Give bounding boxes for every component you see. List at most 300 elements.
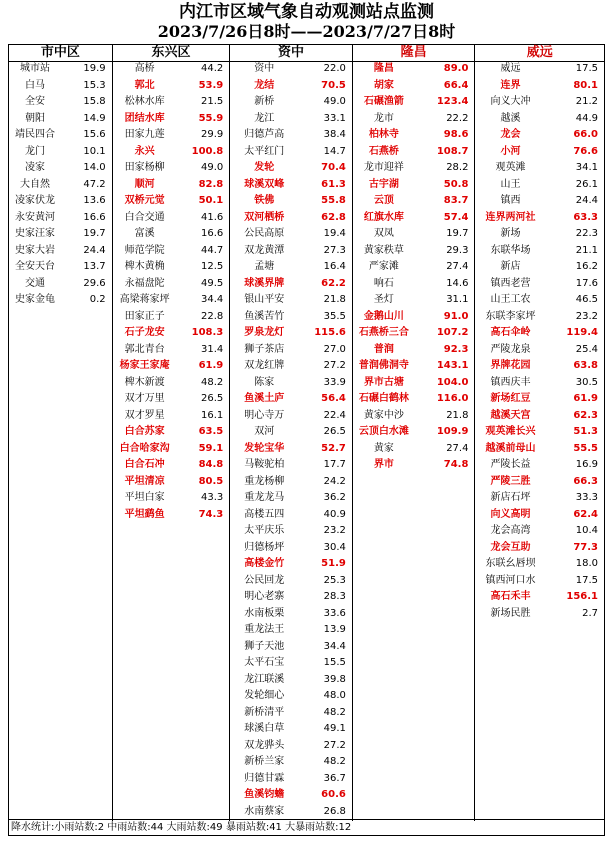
station-row (353, 424, 475, 441)
station-row (475, 606, 604, 623)
station-value: 34.1 (575, 162, 599, 173)
station-row (475, 78, 604, 95)
station-row (230, 358, 352, 375)
station-row (475, 127, 604, 144)
station-name: 双才万里 (124, 393, 165, 404)
station-name: 郭北青台 (124, 343, 165, 355)
station-name: 石燕桥三合 (358, 327, 409, 338)
station-name: 永安黄河 (15, 211, 55, 223)
station-name: 新桥 (254, 96, 275, 107)
station-name: 归德杨坪 (244, 541, 285, 553)
station-row (230, 441, 352, 458)
station-name: 银山平安 (244, 294, 285, 305)
station-value: 18.0 (575, 558, 599, 569)
station-value: 51.9 (321, 558, 346, 569)
station-name: 城市站 (20, 63, 50, 74)
station-name: 镇西老营 (490, 277, 531, 289)
station-row (475, 210, 604, 227)
station-row (353, 193, 475, 210)
station-value: 23.2 (575, 310, 599, 322)
station-row (113, 226, 230, 243)
station-value: 21.8 (323, 294, 346, 305)
station-value: 82.8 (198, 178, 224, 190)
station-row (9, 127, 112, 144)
station-row (475, 61, 604, 78)
station-row (230, 309, 352, 326)
station-name: 团结水库 (124, 112, 165, 124)
station-name: 高楼金竹 (244, 558, 285, 569)
station-row (230, 210, 352, 227)
station-name: 球溪白草 (244, 723, 285, 734)
station-name: 严陵长益 (490, 459, 531, 470)
station-row (230, 787, 352, 804)
station-name: 史家大岩 (15, 244, 55, 256)
station-name: 镇西庆丰 (490, 376, 531, 388)
station-row (113, 276, 230, 293)
station-value: 83.7 (443, 195, 469, 206)
station-value: 29.3 (446, 244, 469, 256)
station-row (230, 193, 352, 210)
station-name: 双河栖桥 (244, 211, 285, 223)
station-row (475, 111, 604, 128)
station-row (475, 556, 604, 573)
station-value: 24.4 (575, 195, 599, 206)
station-row (9, 78, 112, 95)
station-row (230, 144, 352, 161)
station-name: 隆昌 (373, 63, 394, 74)
station-value: 62.3 (573, 409, 599, 421)
station-name: 水南板栗 (244, 607, 285, 619)
station-name: 田家九莲 (124, 129, 165, 140)
station-name: 鱼溪钧蟾 (244, 789, 285, 800)
district-header: 市中区 (9, 45, 113, 61)
station-row (475, 144, 604, 161)
district-headers (9, 45, 604, 62)
station-value: 49.1 (323, 723, 346, 734)
station-value: 26.8 (323, 805, 346, 817)
station-name: 靖民四合 (15, 129, 55, 140)
station-value: 27.0 (323, 343, 346, 355)
station-value: 34.4 (201, 294, 224, 305)
station-name: 铁佛 (254, 195, 275, 206)
station-value: 107.2 (436, 327, 469, 338)
station-name: 新场 (500, 228, 521, 239)
station-row (9, 111, 112, 128)
station-value: 55.5 (573, 442, 599, 454)
station-value: 100.8 (191, 145, 224, 157)
page-subtitle: 2023/7/26日8时——2023/7/27日8时 (157, 22, 456, 41)
station-row (475, 177, 604, 194)
station-value: 26.5 (323, 426, 346, 437)
station-row (113, 193, 230, 210)
station-name: 重龙法王 (244, 624, 285, 635)
station-row (353, 292, 475, 309)
station-name: 太平庆乐 (244, 525, 285, 536)
station-value: 16.4 (323, 261, 346, 272)
district-column (475, 61, 604, 821)
station-row (353, 259, 475, 276)
station-name: 重龙杨柳 (244, 475, 285, 487)
station-value: 50.8 (443, 178, 469, 190)
station-name: 平坦白家 (124, 492, 165, 503)
station-row (475, 441, 604, 458)
station-value: 21.1 (575, 244, 599, 256)
station-name: 胡家 (373, 79, 394, 91)
station-row (353, 226, 475, 243)
station-row (353, 358, 475, 375)
station-name: 全安 (25, 96, 45, 107)
station-name: 椑木黄桷 (124, 261, 165, 272)
station-row (9, 94, 112, 111)
station-name: 双河 (254, 426, 275, 437)
station-row (230, 754, 352, 771)
station-name: 新店石坪 (490, 492, 531, 503)
station-row (230, 622, 352, 639)
station-value: 48.2 (323, 706, 346, 718)
station-value: 0.2 (89, 294, 106, 305)
station-value: 22.0 (323, 63, 346, 74)
station-row (353, 408, 475, 425)
station-row (113, 391, 230, 408)
station-value: 49.0 (323, 96, 346, 107)
station-name: 石燕桥 (368, 145, 399, 157)
station-row (475, 490, 604, 507)
station-name: 椑木新渡 (124, 376, 165, 388)
station-row (353, 127, 475, 144)
station-name: 界市 (373, 459, 394, 470)
station-name: 双才罗星 (124, 409, 165, 421)
station-value: 46.5 (575, 294, 599, 305)
station-value: 91.0 (443, 310, 469, 322)
station-name: 东联李家坪 (485, 310, 536, 322)
station-row (230, 177, 352, 194)
district-header: 隆昌 (353, 45, 476, 61)
station-value: 76.6 (573, 145, 599, 157)
station-row (230, 391, 352, 408)
station-name: 双桥元觉 (124, 195, 165, 206)
station-row (113, 474, 230, 491)
station-row (230, 226, 352, 243)
station-value: 30.5 (575, 376, 599, 388)
station-value: 108.7 (436, 145, 469, 157)
station-row (230, 424, 352, 441)
station-name: 白合交通 (124, 211, 165, 223)
station-value: 63.8 (573, 360, 599, 371)
station-value: 61.9 (198, 360, 224, 371)
station-name: 山王 (500, 178, 521, 190)
station-row (230, 556, 352, 573)
station-name: 田家杨柳 (124, 162, 165, 173)
station-value: 35.5 (323, 310, 346, 322)
station-name: 双凤 (373, 228, 394, 239)
station-value: 19.9 (83, 63, 106, 74)
station-name: 师范学院 (124, 244, 165, 256)
station-value: 61.3 (321, 178, 346, 190)
station-name: 白合石冲 (124, 459, 165, 470)
station-row (230, 457, 352, 474)
station-value: 77.3 (573, 541, 599, 553)
station-row (230, 688, 352, 705)
station-row (113, 375, 230, 392)
station-value: 24.4 (83, 244, 106, 256)
station-row (475, 375, 604, 392)
station-name: 新桥兰家 (244, 756, 285, 767)
station-name: 山王工农 (490, 294, 531, 305)
station-row (113, 160, 230, 177)
station-name: 大自然 (20, 178, 50, 190)
station-name: 狮子天池 (244, 640, 285, 652)
station-row (353, 111, 475, 128)
station-value: 12.5 (201, 261, 224, 272)
station-value: 13.7 (83, 261, 106, 272)
station-row (230, 243, 352, 260)
station-value: 104.0 (436, 376, 469, 388)
station-row (230, 342, 352, 359)
station-value: 57.4 (443, 211, 469, 223)
station-value: 44.7 (201, 244, 224, 256)
station-name: 黄家秩草 (363, 244, 404, 256)
station-row (113, 507, 230, 524)
station-row (230, 78, 352, 95)
station-value: 17.6 (575, 277, 599, 289)
station-name: 严陵龙泉 (490, 343, 531, 355)
station-value: 44.9 (575, 112, 599, 124)
station-value: 40.9 (323, 508, 346, 520)
station-name: 明心老寨 (244, 591, 285, 602)
station-row (230, 540, 352, 557)
station-value: 29.6 (83, 277, 106, 289)
station-row (230, 507, 352, 524)
district-header: 资中 (230, 45, 353, 61)
station-row (475, 474, 604, 491)
district-header: 威远 (526, 45, 553, 60)
station-name: 高石禾丰 (490, 591, 531, 602)
station-name: 连界两河社 (485, 211, 536, 223)
station-name: 永福盘陀 (124, 277, 165, 289)
station-row (113, 61, 230, 78)
station-name: 顺河 (134, 178, 155, 190)
station-row (475, 573, 604, 590)
station-row (475, 325, 604, 342)
station-row (113, 309, 230, 326)
station-value: 51.3 (573, 426, 599, 437)
station-row (353, 78, 475, 95)
station-row (475, 589, 604, 606)
station-row (475, 292, 604, 309)
station-row (113, 358, 230, 375)
station-name: 金鹅山川 (363, 310, 404, 322)
station-value: 10.1 (83, 145, 106, 157)
station-name: 东联幺唇坝 (485, 558, 536, 569)
district-column (9, 61, 113, 821)
station-name: 龙市 (373, 112, 394, 124)
station-value: 52.7 (321, 442, 346, 454)
station-row (9, 276, 112, 293)
station-row (9, 243, 112, 260)
station-row (230, 474, 352, 491)
station-name: 松林水库 (124, 96, 165, 107)
station-value: 89.0 (443, 63, 469, 74)
station-value: 10.4 (575, 525, 599, 536)
station-row (230, 639, 352, 656)
station-value: 48.2 (201, 376, 224, 388)
station-row (475, 408, 604, 425)
station-row (230, 721, 352, 738)
station-value: 14.7 (323, 145, 346, 157)
station-value: 22.4 (323, 409, 346, 421)
station-name: 发轮细心 (244, 690, 285, 701)
page-title: 内江市区域气象自动观测站点监测 (179, 2, 434, 22)
station-value: 109.9 (436, 426, 469, 437)
district-column (353, 61, 476, 821)
station-row (475, 457, 604, 474)
station-row (230, 573, 352, 590)
station-value: 22.8 (201, 310, 224, 322)
station-row (113, 292, 230, 309)
station-name: 全安天台 (15, 261, 55, 272)
station-row (230, 259, 352, 276)
station-value: 28.3 (323, 591, 346, 602)
station-name: 高梁蒋家坪 (119, 294, 170, 305)
station-name: 龙市迎祥 (363, 162, 404, 173)
station-name: 水南蔡家 (244, 805, 285, 817)
station-value: 59.1 (198, 442, 224, 454)
station-value: 21.8 (446, 409, 469, 421)
station-value: 26.5 (201, 393, 224, 404)
station-row (230, 160, 352, 177)
station-value: 33.3 (575, 492, 599, 503)
station-row (353, 391, 475, 408)
station-row (475, 523, 604, 540)
station-value: 70.4 (321, 162, 346, 173)
station-value: 43.3 (201, 492, 224, 503)
station-row (353, 342, 475, 359)
station-row (353, 441, 475, 458)
station-row (113, 177, 230, 194)
station-value: 21.2 (575, 96, 599, 107)
station-row (113, 94, 230, 111)
station-value: 92.3 (443, 343, 469, 355)
station-name: 发轮宝华 (244, 442, 285, 454)
station-value: 17.5 (575, 63, 599, 74)
station-value: 34.4 (323, 640, 346, 652)
station-value: 36.7 (323, 772, 346, 784)
station-name: 凌家伏龙 (15, 195, 55, 206)
station-row (230, 705, 352, 722)
station-value: 55.8 (321, 195, 346, 206)
station-value: 25.4 (575, 343, 599, 355)
station-name: 鱼溪苦竹 (244, 310, 285, 322)
station-name: 黄家 (373, 442, 394, 454)
station-value: 49.0 (201, 162, 224, 173)
station-row (113, 144, 230, 161)
station-name: 新场红豆 (490, 393, 531, 404)
station-name: 圣灯 (373, 294, 394, 305)
station-name: 新店 (500, 261, 521, 272)
station-name: 柏林寺 (368, 129, 399, 140)
station-name: 云顶白水滩 (358, 426, 409, 437)
station-row (230, 292, 352, 309)
station-name: 高石伞岭 (490, 327, 531, 338)
station-name: 界牌花园 (490, 360, 531, 371)
station-row (353, 61, 475, 78)
station-value: 50.1 (198, 195, 224, 206)
station-row (230, 375, 352, 392)
station-value: 2.7 (582, 607, 599, 619)
station-row (230, 523, 352, 540)
station-row (353, 177, 475, 194)
station-name: 田家正子 (124, 310, 165, 322)
station-name: 镇西河口水 (485, 574, 536, 586)
station-value: 62.4 (573, 508, 599, 520)
station-value: 33.9 (323, 376, 346, 388)
station-value: 116.0 (436, 393, 469, 404)
station-value: 19.4 (323, 228, 346, 239)
station-name: 普润 (373, 343, 394, 355)
station-row (230, 127, 352, 144)
station-name: 黄家中沙 (363, 409, 404, 421)
station-value: 47.2 (83, 178, 106, 190)
station-row (475, 507, 604, 524)
station-name: 朝阳 (25, 112, 45, 124)
station-value: 48.2 (323, 756, 346, 767)
station-name: 永兴 (134, 145, 155, 157)
station-value: 24.2 (323, 475, 346, 487)
station-row (230, 61, 352, 78)
station-row (230, 408, 352, 425)
station-value: 33.6 (323, 607, 346, 619)
station-name: 龙会 (500, 129, 521, 140)
station-name: 越溪前母山 (485, 442, 536, 454)
station-name: 白合哈家沟 (119, 442, 170, 454)
station-value: 19.7 (446, 228, 469, 239)
station-value: 123.4 (436, 96, 469, 107)
station-name: 云顶 (373, 195, 394, 206)
station-row (230, 111, 352, 128)
station-value: 15.6 (83, 129, 106, 140)
station-name: 鱼溪土庐 (244, 393, 285, 404)
station-row (113, 325, 230, 342)
station-value: 115.6 (314, 327, 346, 338)
station-row (230, 672, 352, 689)
station-name: 球溪双峰 (244, 178, 285, 190)
station-value: 66.4 (443, 79, 469, 91)
station-name: 威远 (500, 63, 521, 74)
station-name: 富溪 (134, 228, 155, 239)
station-name: 观英滩 (495, 162, 526, 173)
station-name: 古宇湖 (368, 178, 399, 190)
station-value: 63.5 (198, 426, 224, 437)
station-name: 凌家 (25, 162, 45, 173)
station-row (475, 358, 604, 375)
station-value: 60.6 (321, 789, 346, 800)
station-name: 球溪界牌 (244, 277, 285, 289)
station-name: 明心寺万 (244, 409, 285, 421)
station-value: 22.2 (446, 112, 469, 124)
station-value: 63.3 (573, 211, 599, 223)
data-table (8, 44, 605, 836)
station-name: 龙江联溪 (244, 673, 285, 685)
station-row (113, 243, 230, 260)
station-row (353, 325, 475, 342)
station-value: 14.9 (83, 112, 106, 124)
station-name: 越溪 (500, 112, 521, 124)
station-row (113, 210, 230, 227)
station-name: 郭北 (134, 79, 155, 91)
station-row (353, 160, 475, 177)
station-row (475, 540, 604, 557)
station-row (113, 342, 230, 359)
